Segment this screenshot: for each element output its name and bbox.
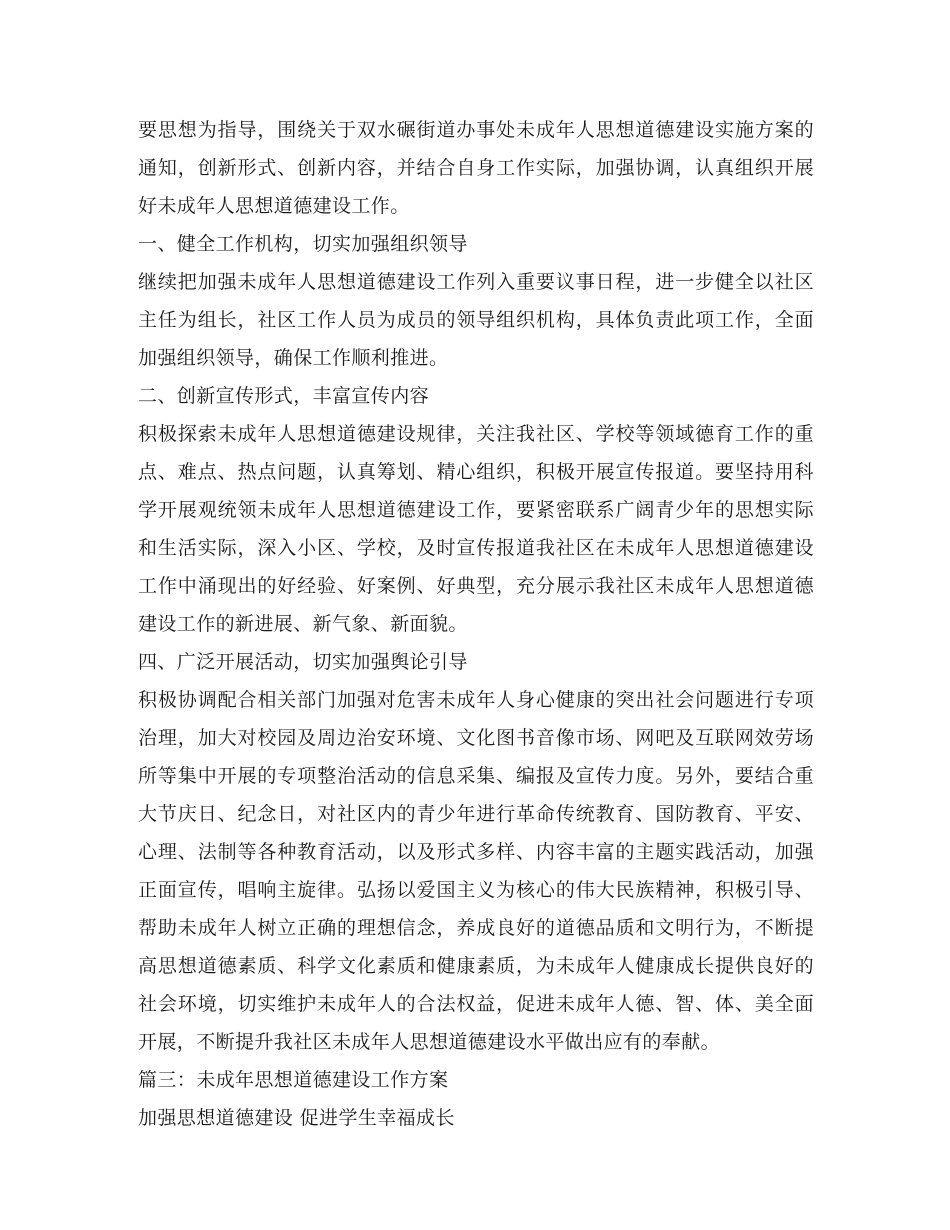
paragraph-intro: 要思想为指导，围绕关于双水碾街道办事处未成年人思想道德建设实施方案的通知，创新形式、创新内容，并结合自身工作实际，加强协调，认真组织开展好未成年人思想道德建设工作。 <box>138 119 814 217</box>
document-page <box>138 111 814 1137</box>
section-heading-4: 四、广泛开展活动，切实加强舆论引导 <box>138 651 468 673</box>
paragraph-section-2: 积极探索未成年人思想道德建设规律，关注我社区、学校等领域德育工作的重点、难点、热点问题，认真筹划、精心组织，积极开展宣传报道。要坚持用科学开展观统领未成年人思想道德建设工作，要紧密联系广阔青少年的思想实际和生活实际，深入小区、学校，及时宣传报道我社区在未成年人思想道德建设工作中涌现出的好经验、好案例、好典型，充分展示我社区未成年人思想道德建设工作的新进展、新气象、新面貌。 <box>138 423 814 635</box>
paragraph-section-1: 继续把加强未成年人思想道德建设工作列入重要议事日程，进一步健全以社区主任为组长，社区工作人员为成员的领导组织机构，具体负责此项工作，全面加强组织领导，确保工作顺利推进。 <box>138 271 814 369</box>
chapter-title: 篇三：未成年思想道德建设工作方案 <box>138 1069 449 1091</box>
section-heading-2: 二、创新宣传形式，丰富宣传内容 <box>138 385 430 407</box>
section-heading-1: 一、健全工作机构，切实加强组织领导 <box>138 233 468 255</box>
chapter-subtitle: 加强思想道德建设 促进学生幸福成长 <box>138 1107 455 1129</box>
paragraph-section-4: 积极协调配合相关部门加强对危害未成年人身心健康的突出社会问题进行专项治理，加大对校园及周边治安环境、文化图书音像市场、网吧及互联网效劳场所等集中开展的专项整治活动的信息采集、编报及宣传力度。另外，要结合重大节庆日、纪念日，对社区内的青少年进行革命传统教育、国防教育、平安、心理、法制等各种教育活动，以及形式多样、内容丰富的主题实践活动，加强正面宣传，唱响主旋律。弘扬以爱国主义为核心的伟大民族精神，积极引导、帮助未成年人树立正确的理想信念，养成良好的道德品质和文明行为，不断提高思想道德素质、科学文化素质和健康素质，为未成年人健康成长提供良好的社会环境，切实维护未成年人的合法权益，促进未成年人德、智、体、美全面开展，不断提升我社区未成年人思想道德建设水平做出应有的奉献。 <box>138 689 814 1053</box>
